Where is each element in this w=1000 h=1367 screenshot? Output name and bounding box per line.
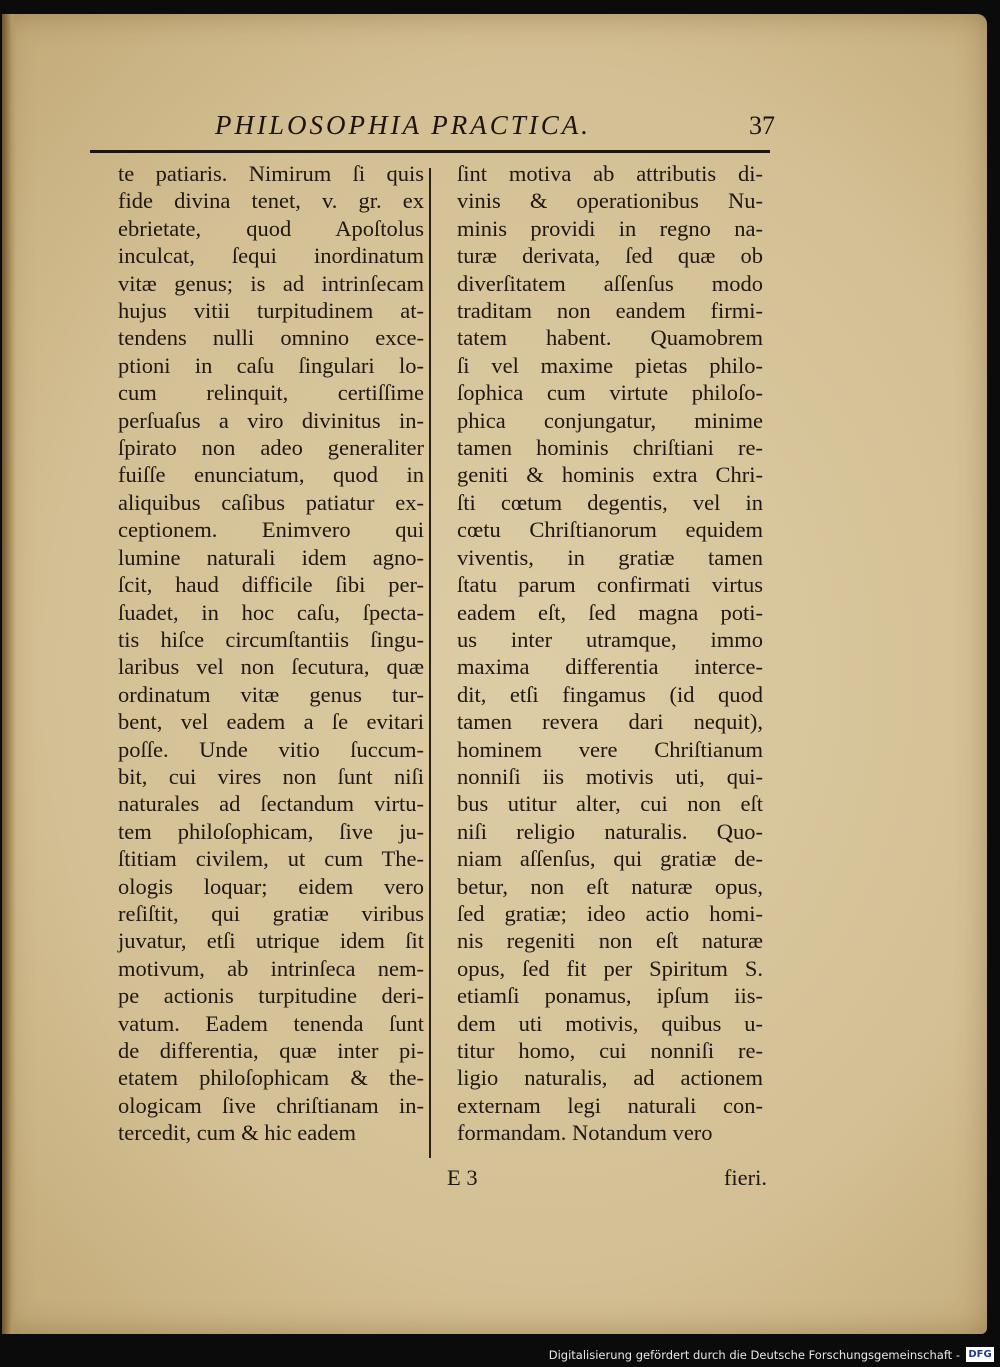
text-line: turæ derivata, ſed quæ ob — [457, 243, 763, 269]
text-line: minis providi in regno na- — [457, 215, 763, 241]
text-line: vatum. Eadem tenenda ſunt — [118, 1010, 424, 1036]
text-line: ſed gratiæ; ideo actio homi- — [457, 900, 763, 926]
text-line: eadem eſt, ſed magna poti- — [457, 599, 763, 625]
text-line: bit, cui vires non ſunt niſi — [118, 763, 424, 789]
text-line: ſtitiam civilem, ut cum The- — [118, 846, 424, 872]
credit-bar — [0, 1342, 1000, 1367]
text-line: ordinatum vitæ genus tur- — [118, 681, 424, 707]
text-line: ologis loquar; eidem vero — [118, 873, 424, 899]
text-line: hominem vere Chriſtianum — [457, 736, 763, 762]
column-divider — [429, 168, 431, 1158]
text-line: etiamſi ponamus, ipſum iis- — [457, 983, 763, 1009]
text-line: ſuadet, in hoc caſu, ſpecta- — [118, 599, 424, 625]
right-text-column — [457, 160, 763, 1147]
text-line: de differentia, quæ inter pi- — [118, 1038, 424, 1063]
text-line: poſſe. Unde vitio ſuccum- — [118, 736, 424, 762]
text-line: traditam non eandem firmi- — [457, 298, 763, 324]
text-line: niam aſſenſus, qui gratiæ de- — [457, 846, 763, 872]
running-title: PHILOSOPHIA PRACTICA. — [215, 110, 591, 140]
text-line: tatem habent. Quamobrem — [457, 325, 763, 351]
text-line: motivum, ab intrinſeca nem- — [118, 955, 424, 981]
text-line: ptioni in caſu ſingulari lo- — [118, 352, 424, 378]
page-footer — [447, 1165, 767, 1195]
text-line: viventis, in gratiæ tamen — [457, 544, 763, 570]
page-gutter-shadow — [2, 14, 16, 1334]
header-rule — [90, 150, 770, 153]
text-line: perſuaſus a viro divinitus in- — [118, 407, 424, 433]
text-line: lumine naturali idem agno- — [118, 544, 424, 570]
text-line: maxima differentia interce- — [457, 654, 763, 680]
text-line: ologicam ſive chriſtianam in- — [118, 1092, 424, 1118]
text-line: fide divina tenet, v. gr. ex — [118, 188, 424, 214]
text-line: tamen revera dari nequit), — [457, 709, 763, 735]
text-line: tendens nulli omnino exce- — [118, 325, 424, 351]
text-line: fuiſſe enunciatum, quod in — [118, 462, 424, 488]
text-line: tem philoſophicam, ſive ju- — [118, 818, 424, 844]
text-line: hujus vitii turpitudinem at- — [118, 298, 424, 324]
text-line: ſophica cum virtute philoſo- — [457, 380, 763, 406]
text-line: laribus vel non ſecutura, quæ — [118, 654, 424, 680]
text-line: externam legi naturali con- — [457, 1092, 763, 1118]
text-line: aliquibus caſibus patiatur ex- — [118, 489, 424, 515]
text-line: pe actionis turpitudine deri- — [118, 983, 424, 1009]
text-line: bent, vel eadem a ſe evitari — [118, 709, 424, 735]
text-line: ſcit, haud difficile ſibi per- — [118, 572, 424, 598]
text-line: ſi vel maxime pietas philo- — [457, 352, 763, 378]
text-line: naturales ad ſectandum virtu- — [118, 791, 424, 817]
text-line: formandam. Notandum vero — [457, 1120, 713, 1146]
text-line: opus, ſed fit per Spiritum S. — [457, 955, 763, 981]
text-line: geniti & hominis extra Chri- — [457, 462, 763, 488]
text-line: tamen hominis chriſtiani re- — [457, 435, 763, 461]
text-line: reſiſtit, qui gratiæ viribus — [118, 900, 424, 926]
text-line: titur homo, cui nonniſi re- — [457, 1038, 763, 1063]
text-line: bus utitur alter, cui non eſt — [457, 791, 763, 817]
text-line: ſpirato non adeo generaliter — [118, 435, 424, 461]
text-line: tis hiſce circumſtantiis ſingu- — [118, 626, 424, 652]
text-line: tercedit, cum & hic eadem — [118, 1120, 357, 1146]
text-line: diverſitatem aſſenſus modo — [457, 270, 763, 296]
text-line: phica conjungatur, minime — [457, 407, 763, 433]
text-line: ſti cœtum degentis, vel in — [457, 489, 763, 515]
text-line: us inter utramque, immo — [457, 626, 763, 652]
text-line: ebrietate, quod Apoſtolus — [118, 215, 424, 241]
dfg-logo: DFG — [966, 1347, 994, 1362]
text-line: etatem philoſophicam & the- — [118, 1065, 424, 1091]
text-line: dit, etſi fingamus (id quod — [457, 681, 763, 707]
text-line: inculcat, ſequi inordinatum — [118, 243, 424, 269]
text-line: ligio naturalis, ad actionem — [457, 1065, 763, 1091]
page-header — [215, 110, 775, 150]
signature-mark: E 3 — [447, 1165, 478, 1190]
text-line: cum relinquit, certiſſime — [118, 380, 424, 406]
text-line: betur, non eſt naturæ opus, — [457, 873, 763, 899]
text-line: dem uti motivis, quibus u- — [457, 1010, 763, 1036]
text-line: juvatur, etſi utrique idem ſit — [118, 928, 424, 954]
text-line: ſtatu parum confirmati virtus — [457, 572, 763, 598]
credit-text: Digitalisierung gefördert durch die Deutsche Forschungsgemeinschaft - — [548, 1348, 960, 1362]
text-line: te patiaris. Nimirum ſi quis — [118, 161, 424, 186]
text-line: niſi religio naturalis. Quo- — [457, 818, 763, 844]
left-text-column — [118, 160, 424, 1147]
text-line: ſint motiva ab attributis di- — [457, 161, 763, 186]
page-number: 37 — [749, 111, 775, 140]
text-line: cœtu Chriſtianorum equidem — [457, 517, 763, 543]
catchword: fieri. — [723, 1165, 767, 1190]
text-line: nis regeniti non eſt naturæ — [457, 928, 763, 954]
text-line: ceptionem. Enimvero qui — [118, 517, 424, 543]
text-line: vinis & operationibus Nu- — [457, 188, 763, 214]
text-line: nonniſi iis motivis uti, qui- — [457, 763, 763, 789]
text-line: vitæ genus; is ad intrinſecam — [118, 270, 424, 296]
